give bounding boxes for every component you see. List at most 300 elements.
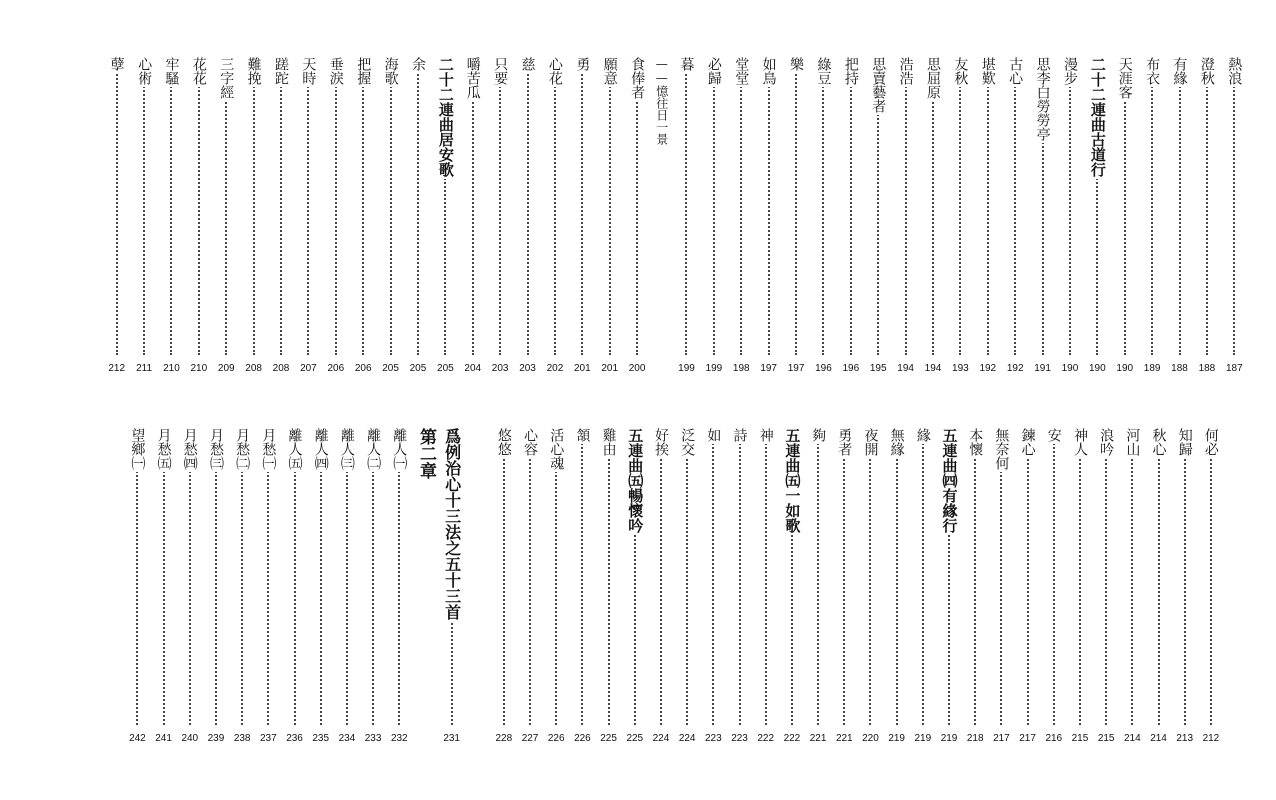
dot-leader [1053,434,1055,725]
entry-title: 有緣 [1171,57,1188,85]
toc-entry [412,428,438,745]
toc-entry [185,57,212,375]
section-heading: 五連曲㈣有緣行 [940,428,959,533]
dot-leader [215,434,217,725]
dot-leader [1210,434,1212,725]
dot-leader [1151,63,1153,355]
page-number: 226 [574,733,591,744]
dot-leader [372,434,374,725]
dot-leader [1233,63,1235,355]
toc-entry [281,428,307,745]
toc-entry [1221,57,1248,375]
entry-title: 秋心 [1150,428,1167,456]
entry-title: 何必 [1202,428,1219,456]
entry-title: 牢騷 [163,57,180,85]
entry-title: 安 [1045,428,1062,442]
section-heading: 爲例治心十三法之五十三首 [442,428,462,620]
dot-leader [1206,63,1208,355]
entry-title: 難挽 [245,57,262,85]
page-number: 194 [897,363,914,374]
entry-title: 天時 [300,57,317,85]
dot-leader [609,63,611,355]
entry-title: 勇者 [836,428,853,456]
page-number: 224 [678,733,696,744]
page-number: 237 [260,733,277,744]
entry-title: 知歸 [1176,428,1193,456]
entry-title: 思李白勞勞亭 [1034,57,1051,141]
toc-entry [936,428,962,745]
entry-title: 離人㈤ [286,428,303,470]
dot-leader [320,434,322,725]
dot-leader [686,434,688,725]
entry-title: 浪吟 [1098,428,1115,456]
toc-entry [892,57,919,375]
page-number: 219 [914,733,932,744]
entry-title: 三字經 [218,57,235,99]
entry-title: 離人㈡ [365,428,382,470]
dot-leader [869,434,871,725]
toc-entry [130,57,157,375]
section-heading: 二十二連曲古道行 [1088,57,1107,177]
entry-title: 鍊心 [1019,428,1036,456]
toc-entry [295,57,322,375]
entry-title: 河山 [1124,428,1141,456]
page-number: 206 [327,363,345,374]
toc-entry [569,428,595,745]
page-number: 234 [338,733,356,744]
entry-title: 把持 [842,57,859,85]
page-number: 238 [233,733,251,744]
page-number: 213 [1176,733,1194,744]
toc-entry [350,57,377,375]
toc-entry [386,428,412,745]
toc-entry [459,57,486,375]
chapter-heading: 第二章 [415,428,436,479]
page-number: 225 [626,733,644,744]
toc-entry [884,428,910,745]
page-number: 190 [1089,363,1106,374]
toc-entry [837,57,864,375]
dot-leader [636,63,638,355]
toc-entry [541,57,568,375]
entry-title: 堪歎 [979,57,996,85]
page-number: 202 [546,363,564,374]
toc-entry [1015,428,1041,745]
dot-leader [189,434,191,725]
page-number: 212 [108,363,126,374]
page-number: 197 [760,363,777,374]
entry-title: 暮 [678,57,695,71]
toc-entry [674,428,700,745]
toc-entry [1111,57,1138,375]
entry-title: 熱浪 [1226,57,1243,85]
toc-entry [974,57,1001,375]
dot-leader [362,63,364,355]
dot-leader [1079,434,1081,725]
dot-leader [685,63,687,355]
entry-title: 望鄉㈠ [129,428,146,470]
entry-title: 泛交 [679,428,696,456]
toc-entry [596,57,623,375]
page-number: 212 [1202,733,1220,744]
dot-leader [170,63,172,355]
entry-title: 月愁㈡ [234,428,251,470]
dot-leader [241,434,243,725]
entry-title: 天涯客 [1116,57,1133,99]
toc-entry [596,428,622,745]
page-number: 217 [993,733,1010,744]
page-number: 192 [1006,363,1024,374]
toc-entry [404,57,431,375]
toc-entry [377,57,404,375]
page-number: 205 [437,363,454,374]
entry-title: 心術 [136,57,153,85]
page-number: 205 [382,363,399,374]
dot-leader [1027,434,1029,725]
section-heading: 五連曲㈤一如歌 [783,428,802,533]
dot-leader [390,63,392,355]
entry-title: 樂 [788,57,805,71]
toc-entry [779,428,805,745]
dot-leader [959,63,961,355]
dot-leader [294,434,296,725]
page-number: 242 [129,733,146,744]
dot-leader [1158,434,1160,725]
entry-title: 勇 [574,57,591,71]
dot-leader [1000,434,1002,725]
page-number: 216 [1045,733,1063,744]
toc-entry [1084,57,1111,375]
page-number: 231 [443,733,460,744]
toc-entry [1119,428,1145,745]
entry-title: 孽 [108,57,125,71]
page-number: 210 [163,363,180,374]
dot-leader [499,63,501,355]
page-number: 240 [181,733,199,744]
dot-leader [398,434,400,725]
page-number: 236 [286,733,303,744]
entry-title: 夠 [810,428,827,442]
dot-leader [335,63,337,355]
entry-title: 雞由 [600,428,617,456]
page-number: 221 [835,733,853,744]
section-heading: 二十二連曲居安歌 [436,57,455,177]
page-number: 219 [888,733,905,744]
page-number: 192 [979,363,997,374]
entry-title: 悠悠 [495,428,512,456]
page-number: 199 [678,363,695,374]
page-number: 204 [464,363,482,374]
dot-leader [529,434,531,725]
entry-title: 無奈何 [993,428,1010,470]
page-number: 191 [1034,363,1051,374]
toc-top-block [103,57,1248,375]
page-number: 190 [1061,363,1079,374]
entry-title: 花花 [190,57,207,85]
page-number: 203 [519,363,536,374]
page-number: 241 [155,733,172,744]
toc-entry [831,428,857,745]
toc-entry [623,57,650,375]
entry-title: 友秋 [952,57,969,85]
dot-leader [116,63,118,355]
toc-entry [962,428,988,745]
dot-leader [712,434,714,725]
page-number: 222 [783,733,801,744]
dot-leader [136,434,138,725]
page-number: 209 [217,363,235,374]
page-number: 220 [862,733,879,744]
entry-title: 如 [705,428,722,442]
page-number: 196 [842,363,860,374]
entry-title: 食俸者 [629,57,646,99]
page-number: 215 [1071,733,1089,744]
toc-entry [1041,428,1067,745]
toc-entry [569,57,596,375]
toc-entry [439,428,465,745]
toc-entry [465,428,491,745]
page-number: 193 [952,363,969,374]
entry-title: 嚼苦瓜 [464,57,481,99]
entry-title: 本懷 [967,428,984,456]
dot-leader [922,434,924,725]
dot-leader [581,63,583,355]
dot-leader [1014,63,1016,355]
dot-leader [1105,434,1107,725]
entry-title: 月愁㈤ [155,428,172,470]
dot-leader [503,434,505,725]
toc-entry [700,428,726,745]
dot-leader [225,63,227,355]
entry-title: 如鳥 [760,57,777,85]
toc-entry [805,428,831,745]
section-heading: 五連曲㈤暢懷吟 [626,428,645,533]
dot-leader [795,63,797,355]
dot-leader [660,434,662,725]
page-number: 188 [1171,363,1188,374]
toc-entry [1029,57,1056,375]
entry-title: 離人㈠ [391,428,408,470]
toc-entry [543,428,569,745]
entry-title: 堂堂 [733,57,750,85]
toc-entry [651,57,673,375]
entry-title: 詩 [731,428,748,442]
entry-title: 只要 [492,57,509,85]
entry-title: 緣 [914,428,931,442]
toc-entry [177,428,203,745]
dot-leader [307,63,309,355]
toc-entry [910,428,936,745]
toc-entry [1067,428,1093,745]
dot-leader [1184,434,1186,725]
page-number: 217 [1019,733,1036,744]
entry-title: ——憶往日一景 [654,57,669,145]
dot-leader [713,63,715,355]
page-number: 215 [1097,733,1115,744]
entry-title: 好挨 [652,428,669,456]
entry-title: 布衣 [1144,57,1161,85]
page-number: 198 [732,363,750,374]
entry-title: 頷 [574,428,591,442]
page-number: 194 [924,363,942,374]
entry-title: 澄秋 [1198,57,1215,85]
entry-title: 活心魂 [548,428,565,470]
page-number: 190 [1116,363,1134,374]
page-number: 201 [573,363,591,374]
entry-title: 夜開 [862,428,879,456]
toc-entry [673,57,700,375]
entry-title: 願意 [601,57,618,85]
toc-entry [255,428,281,745]
page-number: 196 [815,363,832,374]
dot-leader [768,63,770,355]
dot-leader [346,434,348,725]
dot-leader [974,434,976,725]
toc-entry [1172,428,1198,745]
dot-leader [822,63,824,355]
entry-title: 神人 [1071,428,1088,456]
page-number: 225 [600,733,617,744]
page-number: 199 [705,363,723,374]
page-number: 223 [705,733,722,744]
dot-leader [739,434,741,725]
page-number: 208 [272,363,290,374]
entry-title: 離人㈢ [338,428,355,470]
entry-title: 古心 [1007,57,1024,85]
page-number: 200 [628,363,646,374]
toc-entry [865,57,892,375]
toc-entry [1198,428,1224,745]
toc-entry [1056,57,1083,375]
page-number: 210 [190,363,208,374]
toc-entry [1138,57,1165,375]
entry-title: 月愁㈣ [181,428,198,470]
dot-leader [267,434,269,725]
dot-leader [1131,434,1133,725]
toc-entry [857,428,883,745]
dot-leader [554,63,556,355]
entry-title: 必歸 [705,57,722,85]
page-number: 239 [207,733,225,744]
toc-entry [1145,428,1171,745]
toc-entry [648,428,674,745]
toc-entry [334,428,360,745]
toc-entry [151,428,177,745]
toc-entry [240,57,267,375]
page-number: 222 [757,733,775,744]
page-number: 214 [1150,733,1167,744]
toc-entry [267,57,294,375]
page-number: 228 [495,733,513,744]
entry-title: 月愁㈠ [260,428,277,470]
toc-bottom-block [124,428,1224,745]
page-number: 206 [354,363,372,374]
dot-leader [608,434,610,725]
dot-leader [740,63,742,355]
page-number: 189 [1143,363,1161,374]
entry-title: 海歌 [382,57,399,85]
dot-leader [765,434,767,725]
toc-entry [308,428,334,745]
toc-entry [622,428,648,745]
toc-entry [229,428,255,745]
toc-entry [432,57,459,375]
dot-leader [555,434,557,725]
dot-leader [896,434,898,725]
toc-entry [514,57,541,375]
dot-leader [581,434,583,725]
entry-title: 慈 [519,57,536,71]
entry-title: 蹉跎 [273,57,290,85]
dot-leader [1069,63,1071,355]
toc-entry [124,428,150,745]
toc-entry [486,57,513,375]
toc-entry [1193,57,1220,375]
toc-entry [755,57,782,375]
toc-entry [360,428,386,745]
page-number: 211 [136,363,153,374]
dot-leader [143,63,145,355]
entry-title: 浩浩 [897,57,914,85]
toc-entry [947,57,974,375]
toc-entry [753,428,779,745]
toc-entry [728,57,755,375]
entry-title: 心花 [546,57,563,85]
dot-leader [817,434,819,725]
page-number: 208 [245,363,262,374]
dot-leader [253,63,255,355]
entry-title: 余 [409,57,426,71]
dot-leader [198,63,200,355]
page-number: 205 [409,363,427,374]
toc-entry [919,57,946,375]
entry-title: 心容 [522,428,539,456]
toc-entry [700,57,727,375]
toc-entry [158,57,185,375]
toc-entry [782,57,809,375]
page-number: 219 [940,733,958,744]
entry-title: 把握 [355,57,372,85]
dot-leader [987,63,989,355]
page-number: 227 [521,733,539,744]
dot-leader [472,63,474,355]
dot-leader [843,434,845,725]
entry-title: 無緣 [888,428,905,456]
page-number: 201 [601,363,619,374]
toc-entry [988,428,1014,745]
toc-entry [726,428,752,745]
toc-entry [103,57,130,375]
page-number: 207 [300,363,317,374]
page-number: 223 [731,733,748,744]
page-number: 232 [390,733,408,744]
entry-title: 神 [757,428,774,442]
dot-leader [905,63,907,355]
dot-leader [527,63,529,355]
toc-entry [213,57,240,375]
page-number: 197 [787,363,805,374]
dot-leader [1124,63,1126,355]
dot-leader [932,63,934,355]
entry-title: 綠豆 [815,57,832,85]
entry-title: 思屈原 [925,57,941,99]
entry-title: 漫步 [1061,57,1078,85]
toc-entry [810,57,837,375]
entry-title: 垂淚 [327,57,344,85]
page-number: 233 [364,733,382,744]
toc-entry [1001,57,1028,375]
entry-title: 離人㈣ [312,428,329,470]
